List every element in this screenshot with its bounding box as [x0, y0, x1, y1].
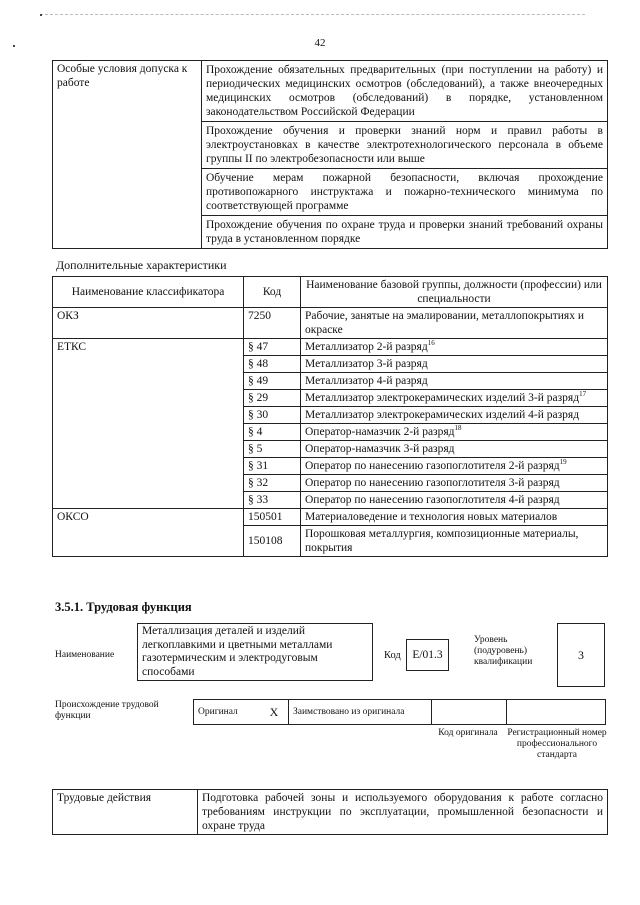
classifier-code: § 33 — [244, 492, 301, 509]
classifier-title: Порошковая металлургия, композиционные материалы, покрытия — [301, 526, 608, 557]
classifier-title: Оператор по нанесению газопоглотителя 4-й разряд — [301, 492, 608, 509]
original-code-caption: Код оригинала — [438, 728, 498, 738]
scan-artifact-dot — [40, 14, 42, 16]
classifier-code: 7250 — [244, 308, 301, 339]
classifier-code: § 49 — [244, 373, 301, 390]
classifier-code: § 29 — [244, 390, 301, 407]
condition-labor-safety: Прохождение обучения по охране труда и проверки знаний требований охраны труда в установленном порядке — [202, 216, 608, 249]
origin-table — [193, 699, 606, 725]
table-row — [53, 339, 608, 356]
classifier-code: § 4 — [244, 424, 301, 441]
classifier-name: ОКЗ — [53, 308, 244, 339]
classifier-title: Оператор по нанесению газопоглотителя 3-й разряд — [301, 475, 608, 492]
condition-medical: Прохождение обязательных предварительных (при поступлении на работу) и периодических медицинских осмотров (обследований), а также внеочередных медицинских осмотров (обследований) в порядке, установленном законодательством Российской Федерации — [202, 61, 608, 122]
condition-fire-safety: Обучение мерам пожарной безопасности, включая прохождение противопожарного инструктажа и пожарно-технического минимума по соответствующей программе — [202, 169, 608, 216]
labor-action-item: Подготовка рабочей зоны и используемого оборудования к работе согласно требованиям инструкции по эксплуатации, промышленной безопасности и охране труда — [198, 790, 608, 835]
classifier-code: § 30 — [244, 407, 301, 424]
footnote-mark: 17 — [579, 390, 587, 399]
registration-number-caption: Регистрационный номер профессионального стандарта — [507, 728, 607, 760]
additional-characteristics-caption: Дополнительные характеристики — [56, 258, 227, 272]
classifier-code: § 47 — [244, 339, 301, 356]
admission-conditions-table — [52, 60, 608, 249]
table-row — [53, 308, 608, 339]
registration-number-cell — [507, 700, 606, 725]
footnote-mark: 19 — [559, 458, 567, 467]
classifier-title: Металлизатор 4-й разряд — [301, 373, 608, 390]
classifier-code: § 48 — [244, 356, 301, 373]
original-label: Оригинал — [194, 700, 261, 725]
col-header-classifier: Наименование классификатора — [53, 277, 244, 308]
classifier-name: ОКСО — [53, 509, 244, 557]
classifier-code: 150501 — [244, 509, 301, 526]
classifier-code: § 32 — [244, 475, 301, 492]
col-header-title: Наименование базовой группы, должности (профессии) или специальности — [301, 277, 608, 308]
classifier-title: Материаловедение и технология новых материалов — [301, 509, 608, 526]
col-header-code: Код — [244, 277, 301, 308]
classifier-title: Рабочие, занятые на эмалировании, металлопокрытиях и окраске — [301, 308, 608, 339]
labor-actions-table — [52, 789, 608, 835]
name-label: Наименование — [55, 650, 115, 660]
original-mark: X — [260, 700, 289, 725]
classifier-title: Металлизатор 3-й разряд — [301, 356, 608, 373]
page-number: 42 — [314, 37, 326, 49]
footnote-mark: 18 — [454, 424, 462, 433]
function-code-value: E/01.3 — [406, 639, 449, 671]
classifier-code: § 31 — [244, 458, 301, 475]
section-heading: 3.5.1. Трудовая функция — [55, 600, 192, 614]
classifier-title: Оператор по нанесению газопоглотителя 2-й разряд$^{19}$ — [301, 458, 608, 475]
scan-artifact-line — [40, 14, 585, 15]
classifier-title: Металлизатор электрокерамических изделий 4-й разряд — [301, 407, 608, 424]
qualification-level-label: Уровень (подуровень) квалификации — [474, 635, 533, 667]
table-row — [53, 509, 608, 526]
borrowed-label: Заимствовано из оригинала — [289, 700, 432, 725]
footnote-mark: 16 — [427, 339, 435, 348]
classifier-name: ЕТКС — [53, 339, 244, 509]
admission-conditions-label: Особые условия допуска к работе — [53, 61, 202, 249]
labor-actions-label: Трудовые действия — [53, 790, 198, 835]
original-code-cell — [432, 700, 507, 725]
code-label: Код — [384, 650, 401, 661]
classifier-code: § 5 — [244, 441, 301, 458]
qualification-level-value: 3 — [557, 623, 605, 687]
condition-electrical: Прохождение обучения и проверки знаний норм и правил работы в электроустановках в качестве электротехнологического персонала в объеме группы II по электробезопасности или выше — [202, 122, 608, 169]
classifier-title: Оператор-намазчик 2-й разряд$^{18}$ — [301, 424, 608, 441]
classifier-title: Металлизатор 2-й разряд$^{16}$ — [301, 339, 608, 356]
origin-label: Происхождение трудовой функции — [55, 700, 159, 721]
classifier-title: Металлизатор электрокерамических изделий 3-й разряд$^{17}$ — [301, 390, 608, 407]
function-name-value: Металлизация деталей и изделий легкоплавкими и цветными металлами газотермическим и электродуговым способами — [137, 623, 373, 681]
classifiers-table — [52, 276, 608, 557]
classifier-code: 150108 — [244, 526, 301, 557]
classifier-title: Оператор-намазчик 3-й разряд — [301, 441, 608, 458]
